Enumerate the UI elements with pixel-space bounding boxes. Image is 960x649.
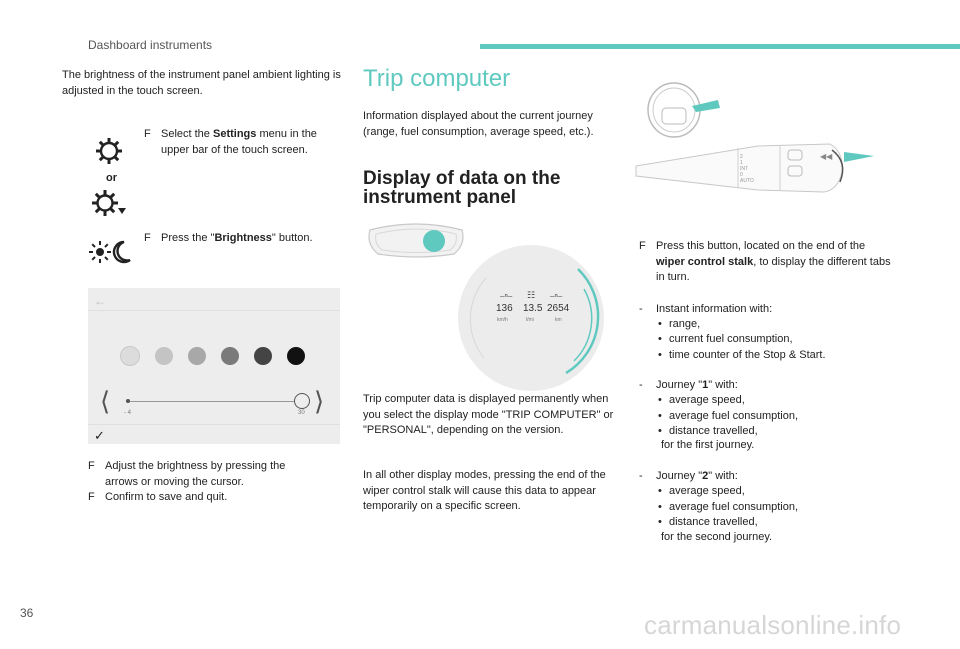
swatch-1[interactable] (120, 346, 140, 366)
slider-start-dot (126, 399, 130, 403)
trip-intro: Information displayed about the current journey (range, fuel consumption, average speed, etc.). (363, 110, 594, 138)
instrument-cluster-icon (366, 222, 466, 260)
dot-glyph: • (658, 349, 662, 361)
section-label: Dashboard instruments (88, 38, 213, 52)
slider-cursor[interactable] (294, 393, 310, 409)
dash-glyph: - (639, 303, 643, 315)
brightness-slider-track[interactable] (126, 401, 302, 402)
dial-value-consumption: 13.5 (523, 303, 543, 314)
journey2-item-distance: distance travelled, (669, 516, 758, 528)
or-label: or (106, 172, 117, 184)
dash-glyph: - (639, 379, 643, 391)
swatch-3[interactable] (188, 347, 206, 365)
dot-glyph: • (658, 394, 662, 406)
trip-data-display-text: Trip computer data is displayed permanently when you select the display mode "TRIP COMPUTER" or "PERSONAL", depending on the version. (363, 393, 614, 436)
confirm-check-icon[interactable]: ✓ (94, 428, 105, 443)
journey2-heading: Journey "2" with: (656, 470, 738, 482)
step-select-settings: Select the Settings menu in the upper bar of the touch screen. (161, 128, 317, 156)
dot-glyph: • (658, 318, 662, 330)
wiper-control-stalk (630, 132, 876, 204)
brightness-intro: The brightness of the instrument panel ambient lighting is adjusted in the touch screen. (62, 69, 341, 97)
section-heading-line1: Display of data on the (363, 168, 561, 189)
bullet-glyph: F (144, 232, 151, 244)
screen-divider (88, 310, 340, 311)
instant-item-stop-start: time counter of the Stop & Start. (669, 349, 826, 361)
header-accent-bar (480, 44, 960, 49)
page-title: Trip computer (363, 65, 511, 92)
instant-item-consumption: current fuel consumption, (669, 333, 793, 345)
journey1-item-consumption: average fuel consumption, (669, 410, 799, 422)
dial-unit-consumption: l/mi (526, 317, 534, 323)
swatch-4[interactable] (221, 347, 239, 365)
bullet-glyph: F (639, 240, 646, 252)
dot-glyph: • (658, 516, 662, 528)
back-arrow-icon[interactable]: ← (94, 294, 106, 308)
swatch-6[interactable] (287, 347, 305, 365)
confirm-text: Confirm to save and quit. (105, 491, 228, 503)
section-heading-line2: instrument panel (363, 187, 517, 208)
bullet-glyph: F (88, 460, 95, 472)
settings-menu-gear-icon (91, 188, 127, 218)
watermark: carmanualsonline.info (644, 610, 902, 640)
screen-divider (88, 424, 340, 425)
swatch-5[interactable] (254, 347, 272, 365)
dot-glyph: • (658, 410, 662, 422)
dial-unit-distance: km (555, 317, 562, 323)
slider-min-label: - 4 (124, 410, 132, 416)
dot-glyph: • (658, 485, 662, 497)
journey2-item-consumption: average fuel consumption, (669, 501, 799, 513)
page-number: 36 (20, 606, 34, 620)
settings-gear-icon (94, 136, 124, 166)
trip-computer-dial (456, 243, 606, 393)
wiper-stalk-text: In all other display modes, pressing the end of the wiper control stalk will cause this data to appear temporarily on a specific screen. (363, 469, 606, 512)
decrease-arrow-icon[interactable]: ⟨ (100, 386, 111, 416)
brightness-swatches (120, 346, 320, 366)
instant-item-range: range, (669, 318, 701, 330)
swatch-2[interactable] (155, 347, 173, 365)
slider-max-label: 30 (298, 410, 305, 416)
dot-glyph: • (658, 425, 662, 437)
dial-unit-speed: km/h (497, 317, 508, 323)
journey1-item-speed: average speed, (669, 394, 745, 406)
dash-glyph: - (639, 470, 643, 482)
bullet-glyph: F (88, 491, 95, 503)
dial-value-speed: 136 (496, 303, 513, 314)
journey1-item-distance: distance travelled, (669, 425, 758, 437)
step-press-brightness: Press the "Brightness" button. (161, 232, 313, 244)
dot-glyph: • (658, 501, 662, 513)
journey2-tail: for the second journey. (661, 531, 773, 543)
trip-button-arrows-icon[interactable]: ◀◀ (820, 152, 833, 161)
adjust-brightness-text: Adjust the brightness by pressing the arrows or moving the cursor. (105, 460, 286, 488)
bullet-glyph: F (144, 128, 151, 140)
car-range-icon: ⎯ⁿ⎯ (500, 291, 513, 301)
fuel-pump-icon: ☷ (527, 290, 536, 300)
press-stalk-button-text: Press this button, located on the end of the wiper control stalk, to display the different tabs in turn. (656, 240, 891, 283)
increase-arrow-icon[interactable]: ⟩ (314, 386, 325, 416)
dial-value-distance: 2654 (547, 303, 570, 314)
journey2-item-speed: average speed, (669, 485, 745, 497)
journey1-heading: Journey "1" with: (656, 379, 738, 391)
brightness-screen (88, 288, 340, 444)
stalk-position-labels: 2 1 INT 0 AUTO (740, 154, 754, 184)
instant-info-heading: Instant information with: (656, 303, 773, 315)
dot-glyph: • (658, 333, 662, 345)
distance-icon: ⎯ⁿ⎯ (550, 291, 563, 301)
journey1-tail: for the first journey. (661, 439, 755, 451)
brightness-sun-moon-icon (88, 238, 132, 266)
